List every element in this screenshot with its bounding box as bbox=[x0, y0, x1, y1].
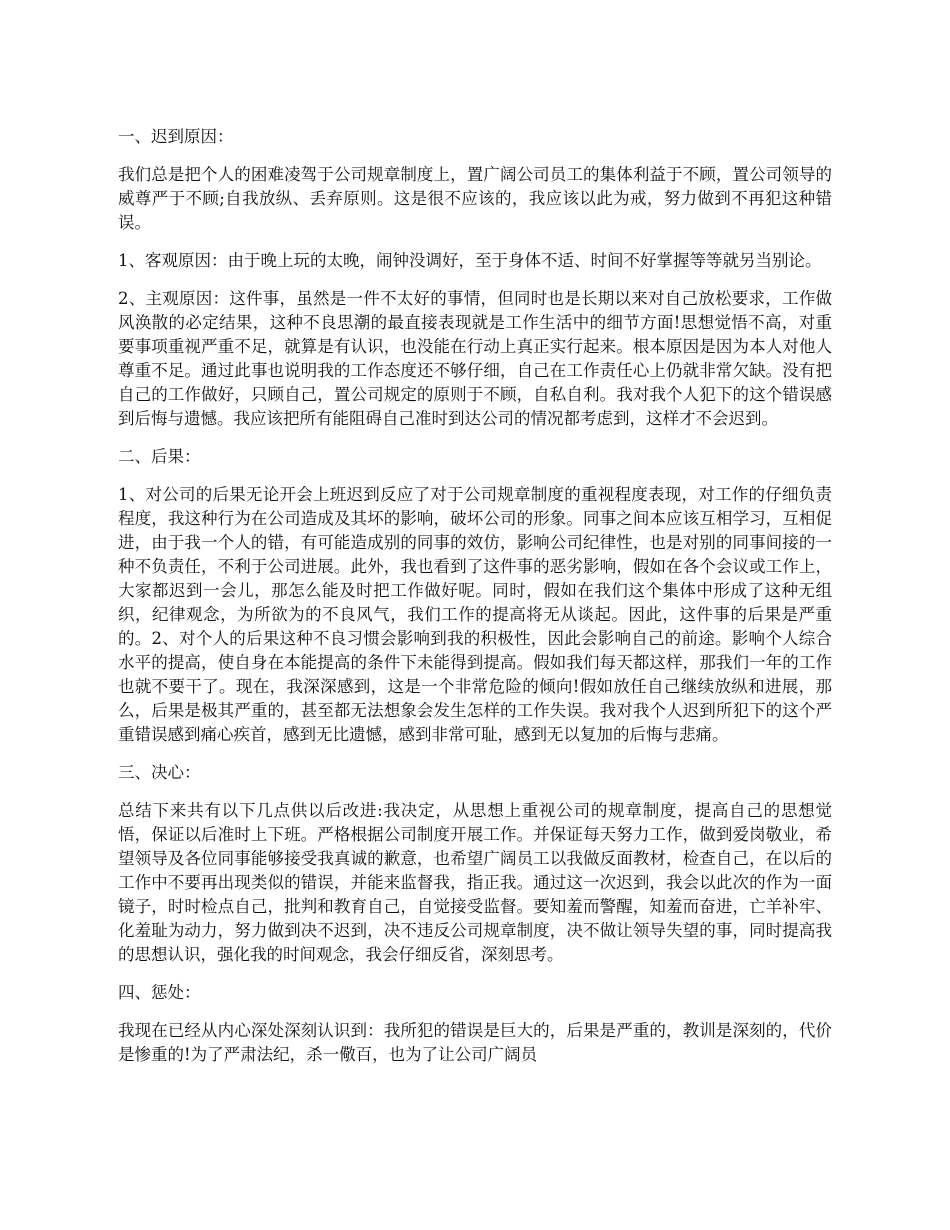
paragraph-punishment: 我现在已经从内心深处深刻认识到：我所犯的错误是巨大的，后果是严重的，教训是深刻的，代价是惨重的!为了严肃法纪，杀一儆百，也为了让公司广阔员 bbox=[118, 1021, 832, 1064]
paragraph-subjective-reason: 2、主观原因：这件事，虽然是一件不太好的事情，但同时也是长期以来对自己放松要求，工作做风涣散的必定结果，这种不良思潮的最直接表现就是工作生活中的细节方面!思想觉悟不高，对重要事项重视严重不足，就算是有认识，也没能在行动上真正实行起来。根本原因是因为本人对他人尊重不足。通过此事也说明我的工作态度还不够仔细，自己在工作责任心上仍就非常欠缺。没有把自己的工作做好，只顾自己，置公司规定的原则于不顾，自私自利。我对我个人犯下的这个错误感到后悔与遗憾。我应该把所有能阻碍自己准时到达公司的情况都考虑到，这样才不会迟到。 bbox=[118, 289, 832, 428]
paragraph-resolution: 总结下来共有以下几点供以后改进:我决定，从思想上重视公司的规章制度，提高自己的思想觉悟，保证以后准时上下班。严格根据公司制度开展工作。并保证每天努力工作，做到爱岗敬业，希望领导及各位同事能够接受我真诚的歉意，也希望广阔员工以我做反面教材，检查自己，在以后的工作中不要再出现类似的错误，并能来监督我，指正我。通过这一次迟到，我会以此次的作为一面镜子，时时检点自己，批判和教育自己，自觉接受监督。要知羞而警醒，知羞而奋进，亡羊补牢、化羞耻为动力，努力做到决不迟到，决不违反公司规章制度，决不做让领导失望的事，同时提高我的思想认识，强化我的时间观念，我会仔细反省，深刻思考。 bbox=[118, 801, 832, 964]
paragraph-intro: 我们总是把个人的困难凌驾于公司规章制度上，置广阔公司员工的集体利益于不顾，置公司领导的威尊严于不顾;自我放纵、丢弃原则。这是很不应该的，我应该以此为戒，努力做到不再犯这种错误。 bbox=[118, 165, 832, 232]
section-heading-reasons: 一、迟到原因： bbox=[118, 127, 234, 146]
paragraph-objective-reason: 1、客观原因：由于晚上玩的太晚，闹钟没调好，至于身体不适、时间不好掌握等等就另当别论。 bbox=[118, 251, 822, 270]
paragraph-consequences: 1、对公司的后果无论开会上班迟到反应了对于公司规章制度的重视程度表现，对工作的仔细负责程度，我这种行为在公司造成及其坏的影响，破坏公司的形象。同事之间本应该互相学习，互相促进，由于我一个人的错，有可能造成别的同事的效仿，影响公司纪律性，也是对别的同事间接的一种不负责任，不利于公司进展。此外，我也看到了这件事的恶劣影响，假如在各个会议或工作上，大家都迟到一会儿，那怎么能及时把工作做好呢。同时，假如在我们这个集体中形成了这种无组织，纪律观念，为所欲为的不良风气，我们工作的提高将无从谈起。因此，这件事的后果是严重的。2、对个人的后果这种不良习惯会影响到我的积极性，因此会影响自己的前途。影响个人综合水平的提高，使自身在本能提高的条件下未能得到提高。假如我们每天都这样，那我们一年的工作也就不要干了。现在，我深深感到，这是一个非常危险的倾向!假如放任自己继续放纵和进展，那么，后果是极其严重的，甚至都无法想象会发生怎样的工作失误。我对我个人迟到所犯下的这个严重错误感到痛心疾首，感到无比遗憾，感到非常可耻，感到无以复加的后悔与悲痛。 bbox=[118, 485, 832, 744]
section-heading-consequences: 二、后果： bbox=[118, 447, 201, 466]
section-heading-punishment: 四、惩处： bbox=[118, 983, 201, 1002]
section-heading-resolution: 三、决心： bbox=[118, 763, 201, 782]
